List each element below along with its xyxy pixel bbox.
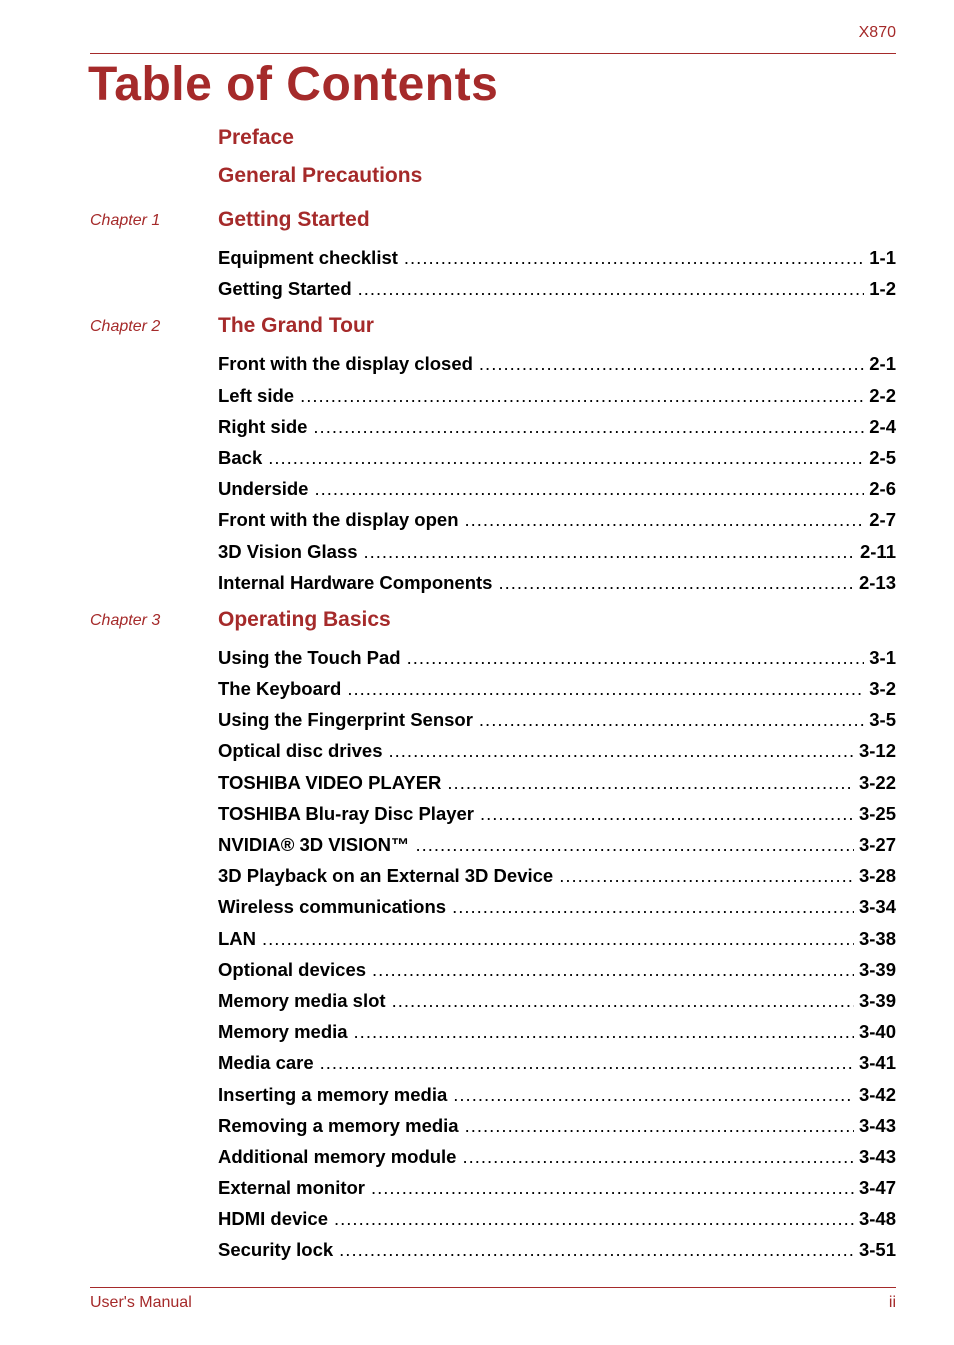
toc-entry-page: 3-42 [858,1083,896,1105]
toc-entry[interactable] [218,1145,896,1176]
toc-entry[interactable] [218,958,896,989]
section-title-link[interactable]: Operating Basics [218,607,391,631]
dot-leader [465,508,865,532]
toc-entry-title: Additional memory module [218,1145,457,1167]
toc-entry-title: Removing a memory media [218,1114,459,1136]
toc-section [90,608,896,646]
toc-entry[interactable] [218,708,896,739]
toc-entry-page: 1-2 [869,278,896,300]
toc-entry-page: 3-48 [858,1208,896,1230]
section-title-link[interactable]: General Precautions [218,164,423,187]
toc-entry[interactable] [218,1083,896,1114]
dot-leader [452,895,854,919]
toc-entry[interactable] [218,739,896,770]
toc-entry[interactable] [218,1051,896,1082]
dot-leader [392,989,854,1013]
toc-entry-page: 2-13 [858,571,896,593]
toc-entry[interactable] [218,771,896,802]
footer-manual-label: User's Manual [90,1294,192,1311]
toc-entry-page: 2-1 [869,353,896,375]
dot-leader [300,384,864,408]
dot-leader [415,833,854,857]
toc-entry-title: Front with the display open [218,509,459,531]
dot-leader [480,802,854,826]
toc-section [90,314,896,352]
dot-leader [465,1114,854,1138]
dot-leader [453,1083,854,1107]
toc-entry[interactable] [218,477,896,508]
dot-leader [371,1176,854,1200]
toc-entry-page: 3-5 [869,709,896,731]
toc-entry-title: 3D Playback on an External 3D Device [218,865,554,887]
toc-entry-title: Media care [218,1052,314,1074]
toc-section [90,164,896,202]
dot-leader [313,415,864,439]
toc-entry[interactable] [218,1176,896,1207]
dot-leader [347,677,864,701]
toc-entry-page: 3-28 [858,865,896,887]
toc-entry-page: 3-1 [869,646,896,668]
toc-entry-page: 2-4 [869,415,896,437]
dot-leader [447,771,854,795]
toc-entry-page: 3-41 [858,1052,896,1074]
dot-leader [320,1051,854,1075]
dot-leader [479,708,864,732]
dot-leader [364,540,855,564]
toc-entry-page: 3-47 [858,1177,896,1199]
toc-entry-page: 2-6 [869,478,896,500]
toc-entry-page: 3-12 [858,740,896,762]
toc-entry[interactable] [218,540,896,571]
toc-entry[interactable] [218,1114,896,1145]
toc-entry-title: Underside [218,478,309,500]
toc-entry-title: HDMI device [218,1208,329,1230]
toc-entry[interactable] [218,989,896,1020]
toc-entry-title: Inserting a memory media [218,1083,448,1105]
section-title-link[interactable]: Getting Started [218,208,370,231]
header-model-label: X870 [858,24,896,41]
toc-entry-page: 3-43 [858,1145,896,1167]
toc-entry-title: Optical disc drives [218,740,383,762]
chapter-label: Chapter 1 [90,212,161,229]
dot-leader [498,571,854,595]
toc-entry[interactable] [218,508,896,539]
toc-entry-page: 3-22 [858,771,896,793]
toc-entry-title: Using the Touch Pad [218,646,401,668]
toc-entry-page: 3-27 [858,834,896,855]
toc-entry[interactable] [218,384,896,415]
dot-leader [358,277,865,301]
toc-entry-title: Right side [218,415,308,437]
footer-divider [90,1287,896,1288]
dot-leader [407,646,865,670]
toc-entry-title: Wireless communications [218,896,447,918]
dot-leader [404,246,864,270]
toc-section [90,126,896,164]
toc-entry-title: Using the Fingerprint Sensor [218,709,473,731]
toc-entry-title: Optional devices [218,958,367,980]
toc-entry[interactable] [218,864,896,895]
toc-entry-title: TOSHIBA Blu-ray Disc Player [218,802,475,824]
toc-entry[interactable] [218,415,896,446]
table-of-contents [90,126,896,1270]
section-title-link[interactable]: Preface [218,126,294,149]
toc-entry-title: NVIDIA® 3D VISION™ [218,834,410,855]
dot-leader [479,352,864,376]
toc-entry-title: The Keyboard [218,678,342,700]
dot-leader [334,1207,854,1231]
dot-leader [462,1145,854,1169]
toc-entry-page: 3-39 [858,958,896,980]
toc-entry[interactable] [218,446,896,477]
dot-leader [389,739,854,763]
toc-entry-title: Front with the display closed [218,353,473,375]
toc-entry[interactable] [218,1207,896,1238]
toc-entry[interactable] [218,802,896,833]
toc-entry-title: Memory media slot [218,989,386,1011]
toc-entry[interactable] [218,927,896,958]
dot-leader [339,1238,854,1262]
toc-entry-page: 3-34 [858,896,896,918]
toc-entry-title: Security lock [218,1239,334,1261]
toc-entry[interactable] [218,1238,896,1269]
dot-leader [314,477,864,501]
chapter-label: Chapter 3 [90,611,161,629]
toc-entry-page: 3-38 [858,927,896,949]
toc-entry[interactable] [218,277,896,308]
chapter-label: Chapter 2 [90,318,161,336]
toc-entry[interactable] [218,895,896,926]
toc-entry[interactable] [218,246,896,277]
toc-entry[interactable] [218,646,896,677]
toc-entry-page: 1-1 [869,247,896,268]
toc-entry-page: 3-2 [869,678,896,700]
header-divider [90,53,896,54]
section-title-link[interactable]: The Grand Tour [218,314,374,338]
toc-entry[interactable] [218,571,896,602]
toc-entry-page: 3-40 [858,1021,896,1043]
dot-leader [354,1020,854,1044]
dot-leader [268,446,864,470]
toc-entry-page: 2-2 [869,384,896,406]
toc-entry-title: Equipment checklist [218,247,398,268]
toc-section [90,208,896,246]
toc-entry-title: Left side [218,384,295,406]
dot-leader [372,958,854,982]
toc-entry-title: Getting Started [218,278,352,300]
dot-leader [262,927,854,951]
footer-page-number: ii [888,1294,896,1311]
toc-entry-title: Back [218,446,263,468]
toc-entry-page: 2-11 [859,540,896,562]
toc-entry-title: Internal Hardware Components [218,571,493,593]
toc-entry-title: 3D Vision Glass [218,540,358,562]
toc-entry-title: Memory media [218,1021,348,1043]
toc-entry[interactable] [218,1020,896,1051]
toc-entry-page: 3-51 [858,1239,896,1261]
dot-leader [559,864,854,888]
toc-entry-page: 2-5 [869,446,896,468]
page-title: Table of Contents [88,58,499,111]
toc-entry[interactable] [218,833,896,864]
toc-entry-page: 3-43 [858,1114,896,1136]
toc-entry-title: TOSHIBA VIDEO PLAYER [218,771,442,793]
toc-entry[interactable] [218,677,896,708]
toc-entry-page: 3-25 [858,802,896,824]
toc-entry[interactable] [218,352,896,383]
toc-entry-title: External monitor [218,1177,365,1199]
toc-entry-title: LAN [218,927,257,949]
toc-entry-page: 3-39 [858,989,896,1011]
toc-entry-page: 2-7 [869,509,896,531]
